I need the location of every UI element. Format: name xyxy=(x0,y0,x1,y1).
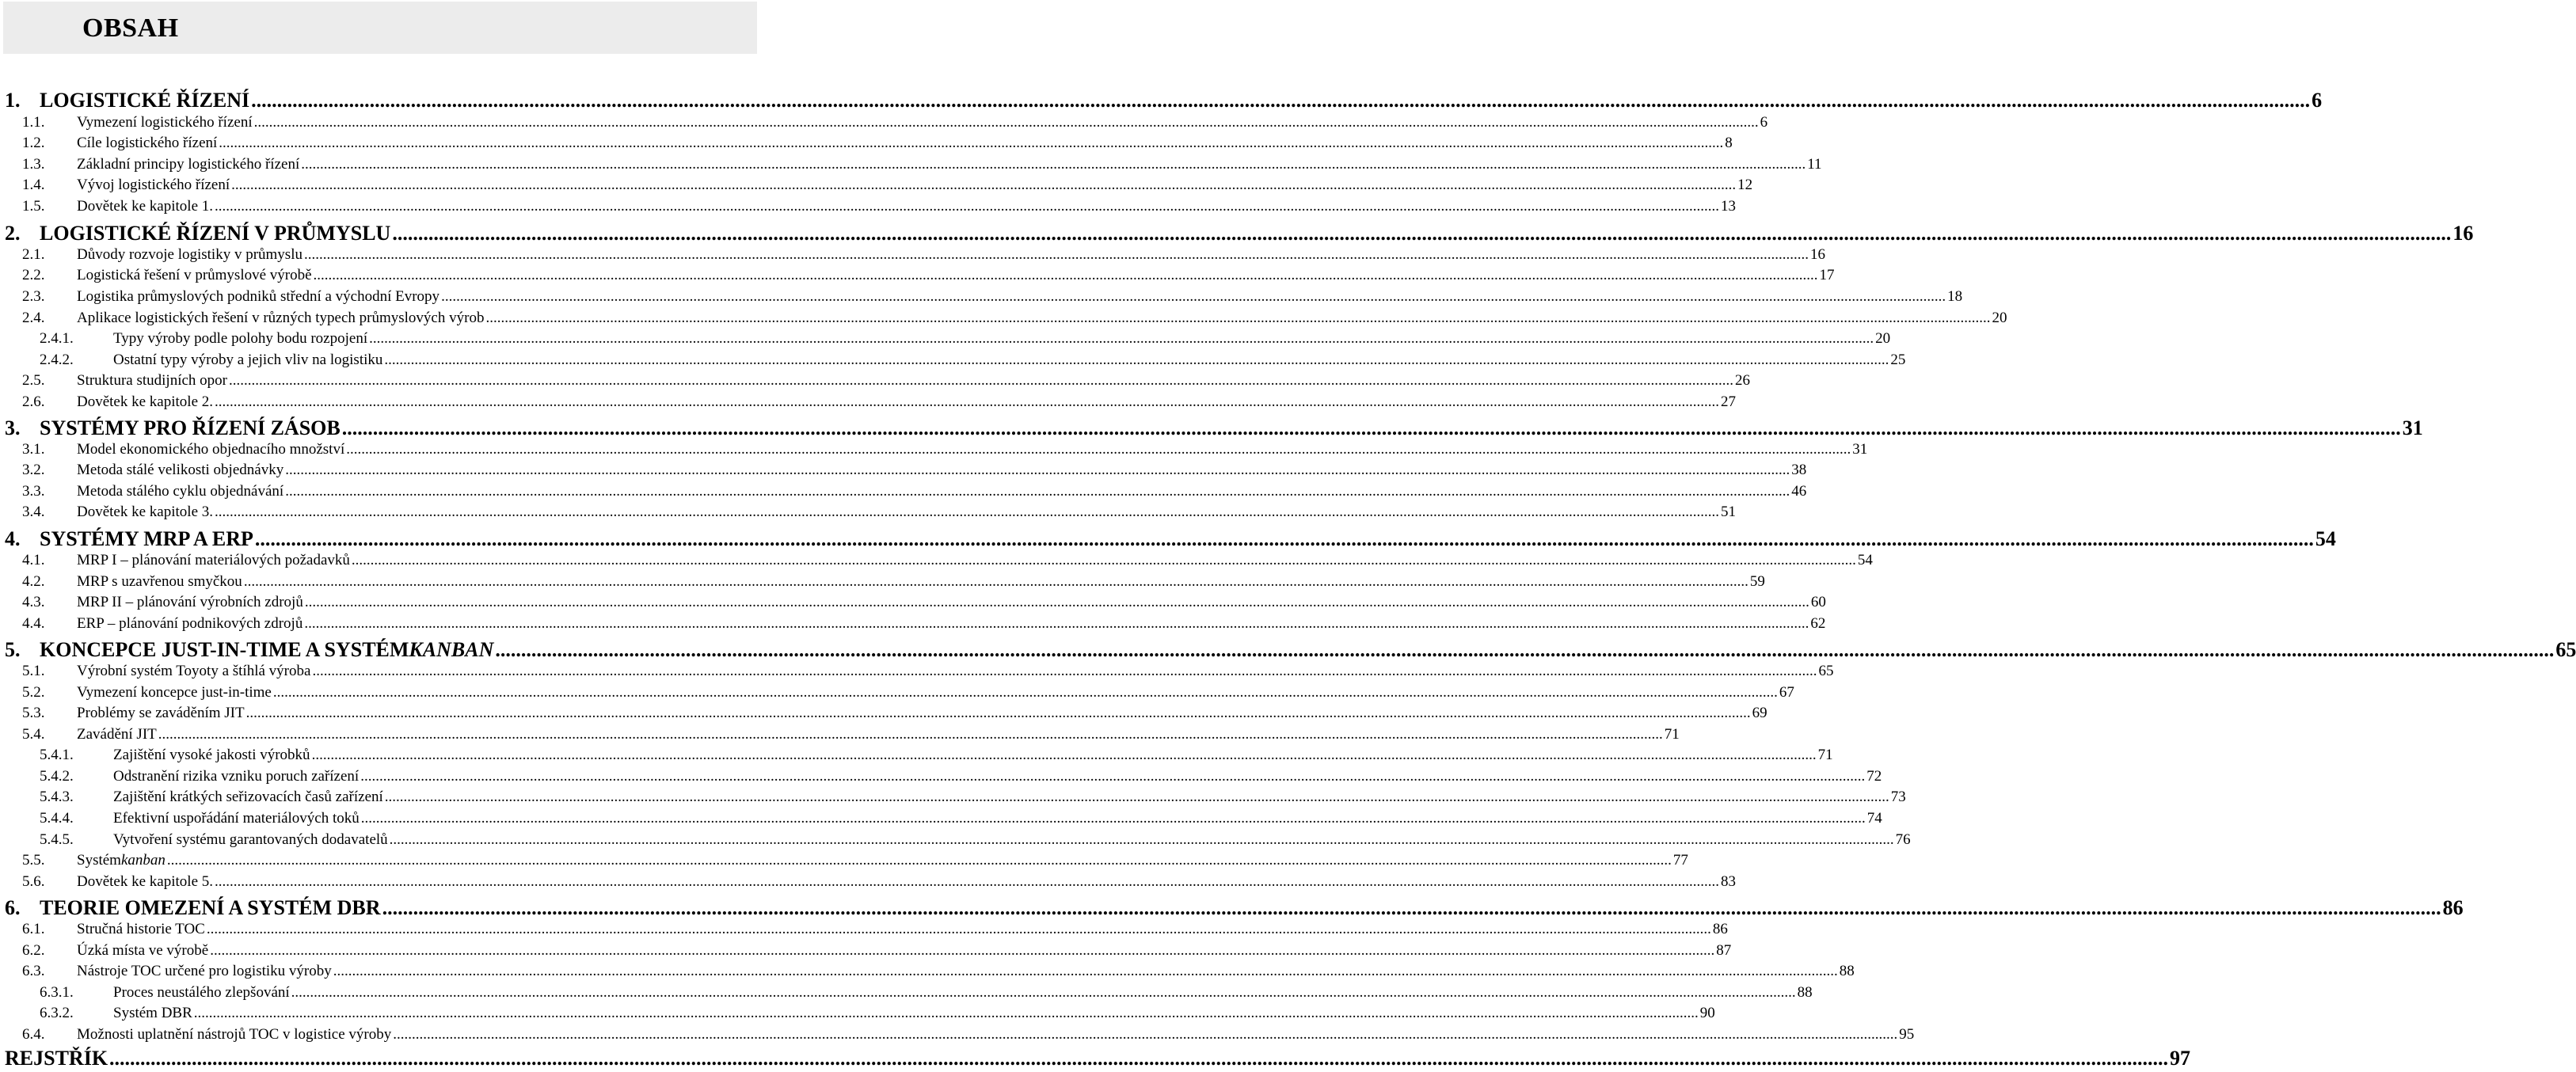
toc-dot-leader: ................................................................................................................................................................................................................................................................................................................................................................................................................ xyxy=(369,330,1874,347)
toc-entry-title-italic: KANBAN xyxy=(409,638,494,661)
toc-entry-number: 2.1. xyxy=(22,246,45,263)
toc-entry-number: 1. xyxy=(5,89,21,112)
toc-entry[interactable] xyxy=(0,267,1835,287)
toc-entry-number: 3.3. xyxy=(22,483,45,500)
toc-entry-page: 20 xyxy=(1992,310,2007,326)
toc-entry-number: 4.4. xyxy=(22,615,45,632)
toc-entry-page: 97 xyxy=(2170,1047,2191,1070)
toc-entry-title: Metoda stálého cyklu objednávání xyxy=(77,483,284,500)
toc-entry-page: 26 xyxy=(1734,372,1750,389)
toc-entry-title: Vývoj logistického řízení xyxy=(77,177,230,193)
toc-entry-number: 5.6. xyxy=(22,873,45,890)
toc-entry-title: Vymezení logistického řízení xyxy=(77,114,253,131)
toc-entry-page: 60 xyxy=(1810,594,1826,610)
toc-entry-title: Odstranění rizika vzniku poruch zařízení xyxy=(113,768,360,785)
toc-dot-leader: ................................................................................................................................................................................................................................................................................................................................................................................................................ xyxy=(312,663,1817,679)
toc-dot-leader: ................................................................................................................................................................................................................................................................................................................................................................................................................ xyxy=(215,504,1720,520)
toc-entry[interactable] xyxy=(0,310,2007,330)
toc-entry[interactable] xyxy=(0,831,1911,852)
toc-entry[interactable] xyxy=(0,942,1732,963)
toc-dot-leader: ................................................................................................................................................................................................................................................................................................................................................................................................................ xyxy=(384,352,1889,368)
toc-entry-title: Problémy se zaváděním JIT xyxy=(77,705,245,721)
toc-dot-leader: ................................................................................................................................................................................................................................................................................................................................................................................................................ xyxy=(166,852,1672,869)
toc-entry-number: 5.4.3. xyxy=(40,789,74,805)
toc-entry-title: Zajištění vysoké jakosti výrobků xyxy=(113,747,310,763)
toc-entry-page: 25 xyxy=(1890,352,1906,368)
toc-entry-page: 83 xyxy=(1721,873,1737,890)
toc-dot-leader: ................................................................................................................................................................................................................................................................................................................................................................................................................ xyxy=(231,177,1737,193)
toc-entry[interactable] xyxy=(0,156,1822,177)
toc-entry-title: Základní principy logistického řízení xyxy=(77,156,300,173)
toc-dot-leader: ................................................................................................................................................................................................................................................................................................................................................................................................................ xyxy=(495,638,2555,661)
toc-entry[interactable] xyxy=(0,552,1873,572)
toc-dot-leader: ................................................................................................................................................................................................................................................................................................................................................................................................................ xyxy=(392,222,2452,245)
toc-entry-number: 6.3.2. xyxy=(40,1005,74,1021)
toc-entry-title: Dovětek ke kapitole 3. xyxy=(77,504,214,520)
toc-entry-page: 65 xyxy=(1818,663,1834,679)
toc-entry-number: 2. xyxy=(5,222,21,245)
toc-dot-leader: ................................................................................................................................................................................................................................................................................................................................................................................................................ xyxy=(360,768,1866,785)
toc-dot-leader: ................................................................................................................................................................................................................................................................................................................................................................................................................ xyxy=(303,246,1809,263)
toc-entry-page: 71 xyxy=(1817,747,1833,763)
toc-entry-title: Důvody rozvoje logistiky v průmyslu xyxy=(77,246,302,263)
toc-entry-page: 54 xyxy=(1857,552,1873,568)
toc-entry-number: 1.1. xyxy=(22,114,45,131)
toc-entry-title: Vymezení koncepce just-in-time xyxy=(77,684,272,701)
toc-entry-page: 18 xyxy=(1947,288,1963,305)
toc-entry[interactable] xyxy=(0,638,2576,663)
toc-dot-leader: ................................................................................................................................................................................................................................................................................................................................................................................................................ xyxy=(384,789,1889,805)
toc-entry[interactable] xyxy=(0,573,1765,594)
toc-entry-number: 1.5. xyxy=(22,198,45,215)
toc-dot-leader: ................................................................................................................................................................................................................................................................................................................................................................................................................ xyxy=(389,831,1894,848)
toc-entry-page: 31 xyxy=(2402,416,2423,439)
toc-dot-leader: ................................................................................................................................................................................................................................................................................................................................................................................................................ xyxy=(341,416,2401,439)
toc-entry-page: 31 xyxy=(1852,441,1868,458)
toc-entry[interactable] xyxy=(0,372,1750,393)
toc-dot-leader: ................................................................................................................................................................................................................................................................................................................................................................................................................ xyxy=(215,873,1720,890)
toc-entry-number: 4. xyxy=(5,527,21,550)
toc-entry-number: 5.4. xyxy=(22,726,45,743)
toc-dot-leader: ................................................................................................................................................................................................................................................................................................................................................................................................................ xyxy=(251,89,2311,112)
toc-entry-number: 6. xyxy=(5,896,21,919)
toc-entry[interactable] xyxy=(0,89,2323,114)
toc-entry[interactable] xyxy=(0,705,1767,725)
toc-entry-title: Aplikace logistických řešení v různých typech průmyslových výrob xyxy=(77,310,485,326)
toc-entry-number: 1.3. xyxy=(22,156,45,173)
toc-entry-page: 72 xyxy=(1866,768,1882,785)
toc-entry-title: Struktura studijních opor xyxy=(77,372,227,389)
toc-entry[interactable] xyxy=(0,393,1737,414)
toc-entry-page: 62 xyxy=(1810,615,1826,632)
toc-entry[interactable] xyxy=(0,768,1882,789)
toc-entry-number: 5.2. xyxy=(22,684,45,701)
toc-entry-title-italic: kanban xyxy=(120,852,166,869)
toc-dot-leader: ................................................................................................................................................................................................................................................................................................................................................................................................................ xyxy=(219,135,1724,151)
toc-entry-page: 65 xyxy=(2555,638,2576,661)
toc-entry-title: Zavádění JIT xyxy=(77,726,157,743)
toc-dot-leader: ................................................................................................................................................................................................................................................................................................................................................................................................................ xyxy=(254,527,2314,550)
toc-entry-number: 6.3. xyxy=(22,963,45,979)
toc-entry-number: 2.6. xyxy=(22,393,45,410)
toc-entry[interactable] xyxy=(0,963,1855,983)
toc-entry[interactable] xyxy=(0,896,2464,922)
toc-dot-leader: ................................................................................................................................................................................................................................................................................................................................................................................................................ xyxy=(109,1047,2169,1070)
toc-entry[interactable] xyxy=(0,984,1813,1005)
toc-dot-leader: ................................................................................................................................................................................................................................................................................................................................................................................................................ xyxy=(311,747,1817,763)
toc-dot-leader: ................................................................................................................................................................................................................................................................................................................................................................................................................ xyxy=(313,267,1818,283)
toc-entry-page: 38 xyxy=(1791,462,1807,478)
toc-entry-number: 2.4. xyxy=(22,310,45,326)
toc-entry[interactable] xyxy=(0,222,2474,247)
toc-entry-page: 16 xyxy=(2452,222,2474,245)
toc-entry-number: 3.4. xyxy=(22,504,45,520)
toc-entry-number: 6.1. xyxy=(22,921,45,937)
toc-entry-title: LOGISTICKÉ ŘÍZENÍ xyxy=(40,89,250,112)
toc-entry-title: SYSTÉMY MRP A ERP xyxy=(40,527,253,550)
toc-entry-number: 5.4.2. xyxy=(40,768,74,785)
toc-entry-page: 20 xyxy=(1875,330,1891,347)
toc-dot-leader: ................................................................................................................................................................................................................................................................................................................................................................................................................ xyxy=(291,984,1796,1001)
toc-entry[interactable] xyxy=(0,1047,2191,1072)
toc-entry-title: Cíle logistického řízení xyxy=(77,135,218,151)
toc-entry-title: Výrobní systém Toyoty a štíhlá výroba xyxy=(77,663,311,679)
toc-entry[interactable] xyxy=(0,726,1680,747)
toc-entry-number: 5. xyxy=(5,638,21,661)
toc-entry[interactable] xyxy=(0,873,1737,894)
toc-entry-page: 13 xyxy=(1721,198,1737,215)
toc-entry-number: 3.2. xyxy=(22,462,45,478)
toc-entry[interactable] xyxy=(0,527,2336,553)
toc-entry-page: 8 xyxy=(1725,135,1733,151)
toc-dot-leader: ................................................................................................................................................................................................................................................................................................................................................................................................................ xyxy=(210,942,1715,959)
toc-dot-leader: ................................................................................................................................................................................................................................................................................................................................................................................................................ xyxy=(285,483,1790,500)
toc-entry-title: Logistická řešení v průmyslové výrobě xyxy=(77,267,312,283)
toc-entry-number: 4.2. xyxy=(22,573,45,590)
toc-entry-title: MRP I – plánování materiálových požadavků xyxy=(77,552,350,568)
toc-dot-leader: ................................................................................................................................................................................................................................................................................................................................................................................................................ xyxy=(485,310,1991,326)
toc-entry-number: 2.4.1. xyxy=(40,330,74,347)
toc-entry-title: Typy výroby podle polohy bodu rozpojení xyxy=(113,330,368,347)
toc-entry[interactable] xyxy=(0,177,1753,197)
toc-entry-title: KONCEPCE JUST-IN-TIME A SYSTÉM xyxy=(40,638,409,661)
toc-entry[interactable] xyxy=(0,1005,1715,1025)
toc-dot-leader: ................................................................................................................................................................................................................................................................................................................................................................................................................ xyxy=(333,963,1838,979)
toc-entry-number: 5.4.1. xyxy=(40,747,74,763)
toc-dot-leader: ................................................................................................................................................................................................................................................................................................................................................................................................................ xyxy=(272,684,1778,701)
toc-entry[interactable] xyxy=(0,246,1825,267)
toc-entry-title: Nástroje TOC určené pro logistiku výroby xyxy=(77,963,332,979)
toc-dot-leader: ................................................................................................................................................................................................................................................................................................................................................................................................................ xyxy=(215,393,1720,410)
toc-entry-page: 86 xyxy=(1712,921,1728,937)
toc-dot-leader: ................................................................................................................................................................................................................................................................................................................................................................................................................ xyxy=(285,462,1790,478)
toc-dot-leader: ................................................................................................................................................................................................................................................................................................................................................................................................................ xyxy=(346,441,1851,458)
toc-dot-leader: ................................................................................................................................................................................................................................................................................................................................................................................................................ xyxy=(301,156,1806,173)
toc-entry[interactable] xyxy=(0,288,1963,309)
toc-entry-page: 59 xyxy=(1749,573,1765,590)
toc-dot-leader: ................................................................................................................................................................................................................................................................................................................................................................................................................ xyxy=(243,573,1748,590)
toc-entry[interactable] xyxy=(0,684,1794,705)
toc-entry-page: 54 xyxy=(2315,527,2336,550)
toc-entry-number: 2.5. xyxy=(22,372,45,389)
toc-entry-page: 27 xyxy=(1721,393,1737,410)
toc-entry[interactable] xyxy=(0,416,2423,442)
toc-entry-page: 86 xyxy=(2442,896,2464,919)
toc-entry-page: 12 xyxy=(1737,177,1753,193)
toc-entry-page: 51 xyxy=(1721,504,1737,520)
toc-dot-leader: ................................................................................................................................................................................................................................................................................................................................................................................................................ xyxy=(304,615,1809,632)
toc-entry[interactable] xyxy=(0,747,1833,767)
toc-entry-number: 3.1. xyxy=(22,441,45,458)
toc-entry-title: MRP s uzavřenou smyčkou xyxy=(77,573,242,590)
toc-entry-title: Systém xyxy=(77,852,121,869)
toc-entry-title: Metoda stálé velikosti objednávky xyxy=(77,462,284,478)
toc-entry-number: 5.4.5. xyxy=(40,831,74,848)
toc-entry-page: 88 xyxy=(1839,963,1855,979)
toc-entry[interactable] xyxy=(0,330,1891,351)
toc-entry[interactable] xyxy=(0,483,1807,504)
toc-entry-number: 2.3. xyxy=(22,288,45,305)
toc-entry-page: 69 xyxy=(1752,705,1767,721)
toc-entry-number: 1.4. xyxy=(22,177,45,193)
toc-entry-number: 6.2. xyxy=(22,942,45,959)
toc-entry-title: Zajištění krátkých seřizovacích časů zařízení xyxy=(113,789,383,805)
toc-entry-title: Stručná historie TOC xyxy=(77,921,205,937)
toc-entry-number: 6.4. xyxy=(22,1026,45,1043)
toc-entry-page: 46 xyxy=(1791,483,1807,500)
toc-entry-number: 2.2. xyxy=(22,267,45,283)
toc-entry-title: Ostatní typy výroby a jejich vliv na logistiku xyxy=(113,352,383,368)
toc-entry[interactable] xyxy=(0,852,1688,872)
toc-entry-number: 2.4.2. xyxy=(40,352,74,368)
toc-entry-number: 3. xyxy=(5,416,21,439)
toc-entry[interactable] xyxy=(0,441,1868,462)
toc-entry-page: 90 xyxy=(1699,1005,1715,1021)
toc-entry-title: Logistika průmyslových podniků střední a východní Evropy xyxy=(77,288,440,305)
toc-entry-title: MRP II – plánování výrobních zdrojů xyxy=(77,594,303,610)
toc-entry[interactable] xyxy=(0,663,1834,683)
toc-entry-title: SYSTÉMY PRO ŘÍZENÍ ZÁSOB xyxy=(40,416,341,439)
toc-entry-page: 67 xyxy=(1779,684,1794,701)
toc-entry-number: 5.3. xyxy=(22,705,45,721)
toc-entry-number: 6.3.1. xyxy=(40,984,74,1001)
toc-entry-title: Proces neustálého zlepšování xyxy=(113,984,290,1001)
toc-entry[interactable] xyxy=(0,594,1826,614)
toc-entry-number: 5.1. xyxy=(22,663,45,679)
toc-dot-leader: ................................................................................................................................................................................................................................................................................................................................................................................................................ xyxy=(158,726,1663,743)
toc-dot-leader: ................................................................................................................................................................................................................................................................................................................................................................................................................ xyxy=(382,896,2441,919)
toc-entry-page: 6 xyxy=(2312,89,2323,112)
toc-entry-title: Dovětek ke kapitole 1. xyxy=(77,198,214,215)
toc-entry[interactable] xyxy=(0,615,1826,636)
toc-dot-leader: ................................................................................................................................................................................................................................................................................................................................................................................................................ xyxy=(215,198,1720,215)
toc-entry[interactable] xyxy=(0,921,1728,941)
toc-entry-page: 73 xyxy=(1890,789,1906,805)
toc-entry-title: Vytvoření systému garantovaných dodavatelů xyxy=(113,831,388,848)
toc-entry-number: 5.5. xyxy=(22,852,45,869)
toc-entry-page: 88 xyxy=(1797,984,1813,1001)
toc-entry-page: 95 xyxy=(1899,1026,1915,1043)
toc-entry-title: Efektivní uspořádání materiálových toků xyxy=(113,810,360,827)
toc-entry[interactable] xyxy=(0,504,1737,524)
toc-dot-leader: ................................................................................................................................................................................................................................................................................................................................................................................................................ xyxy=(441,288,1946,305)
toc-entry-page: 6 xyxy=(1760,114,1768,131)
page-title: OBSAH xyxy=(82,13,179,43)
toc-entry-page: 74 xyxy=(1866,810,1882,827)
toc-entry-number: 4.1. xyxy=(22,552,45,568)
toc-entry-page: 16 xyxy=(1809,246,1825,263)
toc-dot-leader: ................................................................................................................................................................................................................................................................................................................................................................................................................ xyxy=(206,921,1711,937)
toc-dot-leader: ................................................................................................................................................................................................................................................................................................................................................................................................................ xyxy=(253,114,1759,131)
toc-entry-page: 17 xyxy=(1819,267,1835,283)
toc-dot-leader: ................................................................................................................................................................................................................................................................................................................................................................................................................ xyxy=(393,1026,1898,1043)
toc-dot-leader: ................................................................................................................................................................................................................................................................................................................................................................................................................ xyxy=(193,1005,1699,1021)
toc-entry-page: 71 xyxy=(1664,726,1680,743)
toc-entry-title: Dovětek ke kapitole 5. xyxy=(77,873,214,890)
toc-entry[interactable] xyxy=(0,462,1807,482)
toc-entry-title: Model ekonomického objednacího množství xyxy=(77,441,345,458)
toc-entry-number: 5.4.4. xyxy=(40,810,74,827)
toc-entry[interactable] xyxy=(0,789,1906,809)
toc-entry-number: 1.2. xyxy=(22,135,45,151)
toc-entry-number: 4.3. xyxy=(22,594,45,610)
toc-entry[interactable] xyxy=(0,1026,1915,1047)
toc-entry-title: REJSTŘÍK xyxy=(5,1047,108,1070)
toc-entry-page: 87 xyxy=(1716,942,1732,959)
toc-entry[interactable] xyxy=(0,810,1882,831)
toc-dot-leader: ................................................................................................................................................................................................................................................................................................................................................................................................................ xyxy=(228,372,1733,389)
toc-entry-title: Systém DBR xyxy=(113,1005,192,1021)
toc-entry-page: 11 xyxy=(1807,156,1822,173)
toc-entry-title: Dovětek ke kapitole 2. xyxy=(77,393,214,410)
toc-entry-page: 77 xyxy=(1672,852,1688,869)
toc-entry-page: 76 xyxy=(1895,831,1911,848)
toc-dot-leader: ................................................................................................................................................................................................................................................................................................................................................................................................................ xyxy=(245,705,1751,721)
toc-entry-title: Možnosti uplatnění nástrojů TOC v logistice výroby xyxy=(77,1026,392,1043)
toc-entry[interactable] xyxy=(0,198,1737,219)
toc-entry-title: TEORIE OMEZENÍ A SYSTÉM DBR xyxy=(40,896,381,919)
toc-dot-leader: ................................................................................................................................................................................................................................................................................................................................................................................................................ xyxy=(304,594,1809,610)
toc-dot-leader: ................................................................................................................................................................................................................................................................................................................................................................................................................ xyxy=(351,552,1856,568)
toc-entry[interactable] xyxy=(0,114,1768,135)
toc-entry-title: LOGISTICKÉ ŘÍZENÍ V PRŮMYSLU xyxy=(40,222,391,245)
toc-entry[interactable] xyxy=(0,352,1906,372)
toc-dot-leader: ................................................................................................................................................................................................................................................................................................................................................................................................................ xyxy=(360,810,1866,827)
toc-entry-title: ERP – plánování podnikových zdrojů xyxy=(77,615,303,632)
toc-entry-title: Úzká místa ve výrobě xyxy=(77,942,209,959)
toc-entry[interactable] xyxy=(0,135,1733,155)
